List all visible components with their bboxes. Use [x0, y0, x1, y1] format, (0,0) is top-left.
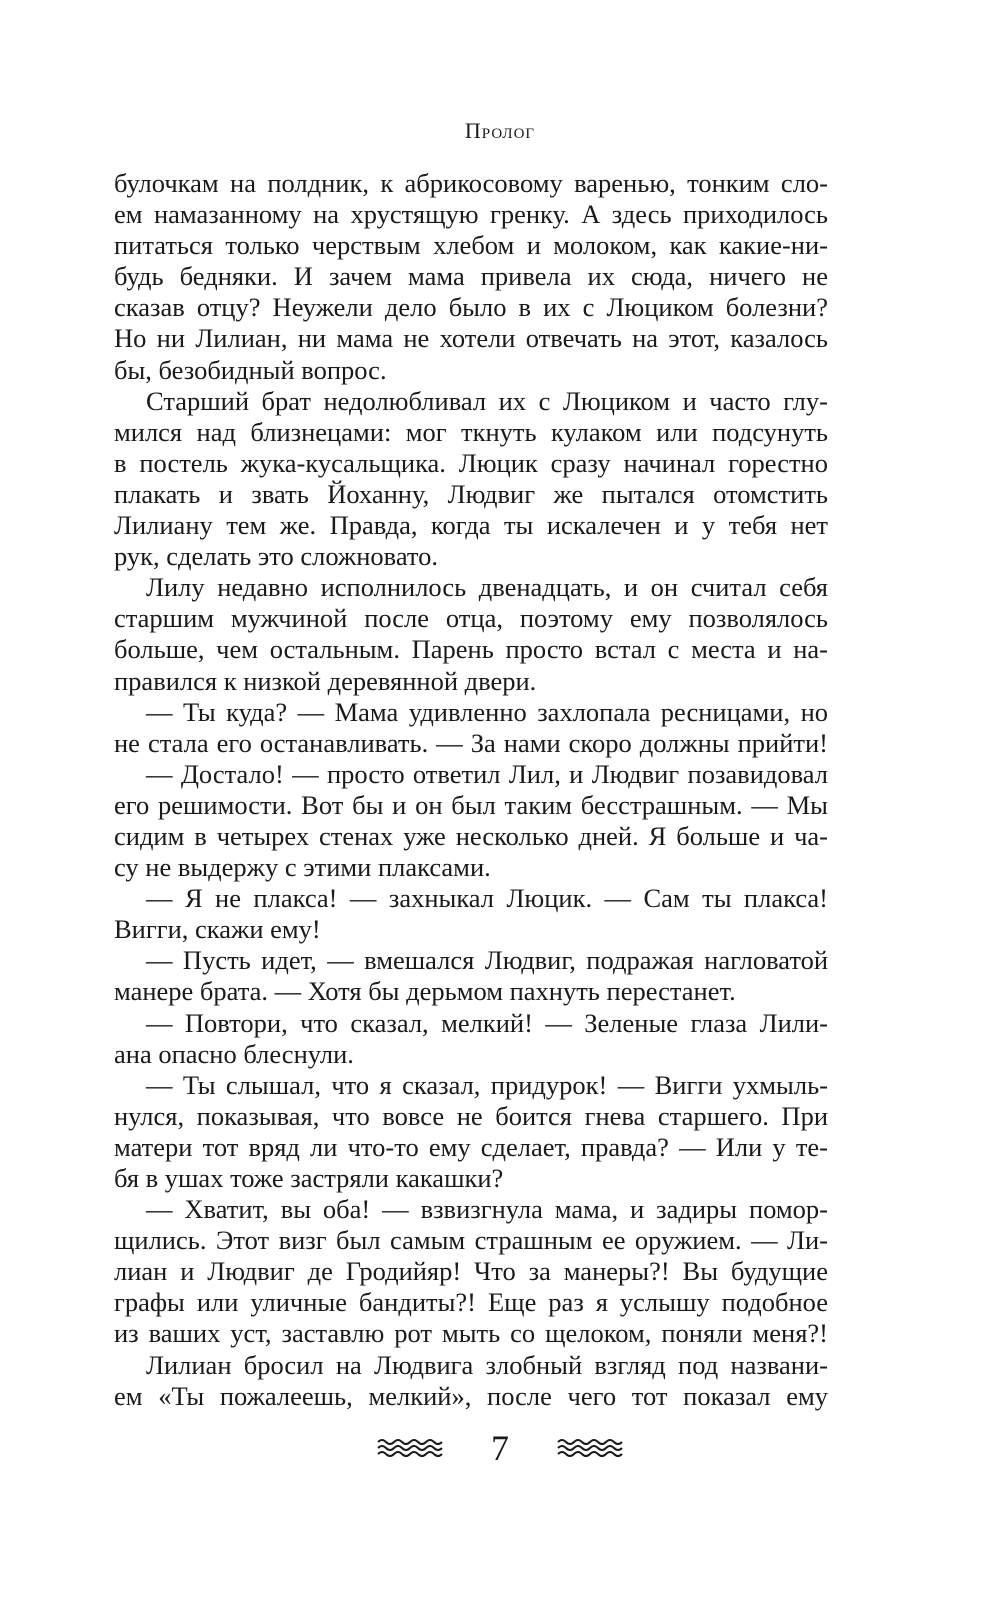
text-line: питаться только черствым хлебом и молоком, как какие-ни-	[114, 230, 828, 261]
text-line: — Ты слышал, что я сказал, придурок! — Вигги ухмыль-	[146, 1069, 828, 1100]
text-line: щились. Этот визг был самым страшным ее оружием. — Ли-	[114, 1225, 828, 1256]
text-line: сидим в четырех стенах уже несколько дней. Я больше и ча-	[114, 820, 828, 851]
text-line: Лилу недавно исполнилось двенадцать, и он считал себя	[146, 572, 828, 603]
wave-ornament-left-icon	[376, 1437, 444, 1459]
text-line: графы или уличные бандиты?! Еще раз я услышу подобное	[114, 1287, 828, 1318]
text-line: не стала его останавливать. — За нами скоро должны прийти!	[114, 727, 828, 758]
text-line: Вигги, скажи ему!	[114, 914, 321, 945]
text-line: булочкам на полдник, к абрикосовому варенью, тонким сло-	[114, 168, 828, 198]
text-line: старшим мужчиной после отца, поэтому ему позволялось	[114, 603, 828, 634]
text-line: правился к низкой деревянной двери.	[114, 665, 537, 696]
text-line: — Пусть идет, — вмешался Людвиг, подражая нагловатой	[146, 945, 828, 976]
text-line: больше, чем остальным. Парень просто встал с места и на-	[114, 634, 828, 665]
text-line: — Хватит, вы оба! — взвизгнула мама, и задиры помор-	[146, 1194, 828, 1225]
page-number: 7	[491, 1428, 509, 1468]
text-line: нулся, показывая, что вовсе не боится гнева старшего. При	[114, 1100, 828, 1131]
text-line: бы, безобидный вопрос.	[114, 354, 387, 385]
text-line: Старший брат недолюбливал их с Люциком и часто глу-	[146, 385, 828, 416]
page-footer	[0, 1428, 1000, 1468]
text-line: лиан и Людвиг де Гродийяр! Что за манеры?! Вы будущие	[114, 1256, 828, 1287]
text-line: матери тот вряд ли что-то ему сделает, правда? — Или у те-	[114, 1131, 828, 1162]
text-line: — Достало! — просто ответил Лил, и Людвиг позавидовал	[146, 758, 828, 789]
text-line: — Повтори, что сказал, мелкий! — Зеленые глаза Лили-	[146, 1007, 828, 1038]
text-line: плакать и звать Йоханну, Людвиг же пытался отомстить	[114, 478, 828, 509]
text-line: ана опасно блеснули.	[114, 1038, 354, 1069]
text-line: манере брата. — Хотя бы дерьмом пахнуть перестанет.	[114, 976, 736, 1007]
text-line: Лилиану тем же. Правда, когда ты искалечен и у тебя нет	[114, 510, 828, 541]
text-line: мился над близнецами: мог ткнуть кулаком или подсунуть	[114, 416, 828, 447]
text-line: Но ни Лилиан, ни мама не хотели отвечать на этот, казалось	[114, 323, 828, 354]
text-line: — Ты куда? — Мама удивленно захлопала ресницами, но	[146, 696, 828, 727]
body-text	[114, 168, 828, 1412]
text-line: — Я не плакса! — захныкал Люцик. — Сам ты плакса!	[146, 883, 828, 914]
text-line: будь бедняки. И зачем мама привела их сюда, ничего не	[114, 261, 828, 292]
text-line: Лилиан бросил на Людвига злобный взгляд под названи-	[146, 1349, 828, 1380]
text-line: ем «Ты пожалеешь, мелкий», после чего тот показал ему	[114, 1380, 828, 1411]
text-line: сказав отцу? Неужели дело было в их с Люциком болезни?	[114, 292, 828, 323]
text-line: бя в ушах тоже застряли какашки?	[114, 1163, 504, 1193]
text-line: рук, сделать это сложновато.	[114, 541, 439, 572]
text-line: су не выдержу с этими плаксами.	[114, 852, 491, 883]
text-line: ем намазанному на хрустящую гренку. А здесь приходилось	[114, 199, 828, 230]
running-head: Пролог	[464, 118, 536, 143]
text-line: из ваших уст, заставлю рот мыть со щелоком, поняли меня?!	[114, 1318, 828, 1349]
wave-ornament-right-icon	[556, 1437, 624, 1459]
text-line: его решимости. Вот бы и он был таким бесстрашным. — Мы	[114, 789, 828, 820]
text-line: в постель жука-кусальщика. Люцик сразу начинал горестно	[114, 447, 828, 478]
